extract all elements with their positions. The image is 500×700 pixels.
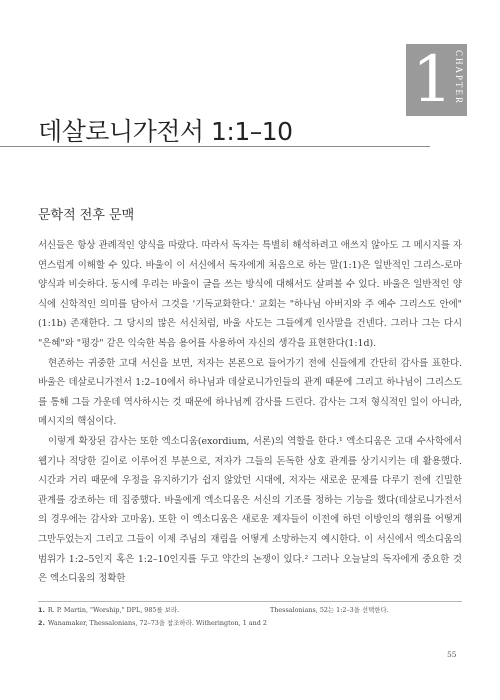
page-number: 55 [447, 650, 457, 659]
chapter-label: CHAPTER [454, 50, 464, 106]
footnotes [38, 604, 462, 630]
paragraph: 이렇게 확장된 감사는 또한 엑소디움(exordium, 서론)의 역할을 한다.¹ 엑소디움은 고대 수사학에서 웹기나 적당한 길이로 이루어진 부분으로, 저자가 그들의 돈독한 상호 관계를 상기시키는 데 활용했다. 시간과 거리 때문에 우정을 유지하기가 쉽지 않았던 시대에, 저자는 새로운 문제를 다루기 전에 긴밀한 관계를 강조하는 데 집중했다. 바울에게 엑소디움은 서신의 기조를 정하는 기능을 했다(데살로니가전서의 경우에는 감사와 고마움). 또한 이 엑소디움은 새로운 제자들이 이전에 하던 이방인의 행위를 어떻게 그만두었는지 그리고 그들이 이제 주님의 재림을 어떻게 소망하는지 예시한다. 이 서신에서 엑소디움의 범위가 1:2–5인지 혹은 1:2–10인지를 두고 약간의 논쟁이 있다.² 그러나 오늘날의 독자에게 중요한 것은 엑소디움의 정확한 [38, 435, 462, 585]
section-heading: 문학적 전후 문맥 [38, 208, 135, 223]
title-divider [0, 146, 430, 147]
chapter-badge [406, 44, 467, 116]
body-text [38, 236, 462, 589]
footnote [38, 617, 462, 630]
paragraph: 서신들은 항상 관례적인 양식을 따랐다. 따라서 독자는 특별히 해석하려고 애쓰지 않아도 그 메시지를 자연스럽게 이해할 수 있다. 바울이 이 서신에서 독자에게 처음으로 하는 말(1:1)은 일반적인 그리스-로마 양식과 비슷하다. 동시에 우리는 바울이 글을 쓰는 방식에 대해서도 살펴볼 수 있다. 바울은 일반적인 양식에 신학적인 의미를 담아서 그것을 '기독교화한다.' 교회는 "하나님 아버지와 주 예수 그리스도 안에"(1:1b) 존재한다. 그 당시의 많은 서신처럼, 바울 사도는 그들에게 인사말을 건넨다. 그러나 그는 다시 "은혜"와 "평강" 같은 익숙한 복음 용어를 사용하여 자신의 생각을 표현한다(1:1d). [38, 240, 462, 349]
paragraph: 현존하는 귀중한 고대 서신을 보면, 저자는 본론으로 들어가기 전에 신들에게 간단히 감사를 표한다. 바울은 데살로니가전서 1:2–10에서 하나님과 데살로니가인들의 관계 때문에 그리고 하나님이 그리스도를 통해 그들 가운데 역사하시는 것 때문에 하나님께 감사를 드린다. 감사는 그저 형식적인 일이 아니라, 메시지의 핵심이다. [38, 357, 462, 428]
footnote-number: 2. [38, 619, 45, 627]
chapter-number: 1 [412, 43, 453, 117]
footnote-text: R. P. Martin, "Worship," DPL, 985를 보라. [47, 606, 180, 614]
page-title: 데살로니가전서 1:1–10 [38, 117, 293, 146]
footnote-text: Wanamaker, Thessalonians, 72–73을 참조하라. Witherington, 1 and 2 [47, 619, 267, 627]
footnote-divider [38, 601, 462, 602]
footnote [38, 604, 462, 617]
footnote-number: 1. [38, 606, 45, 614]
footnote-continuation: Thessalonians, 52는 1:2–3을 선택한다. [270, 606, 389, 614]
